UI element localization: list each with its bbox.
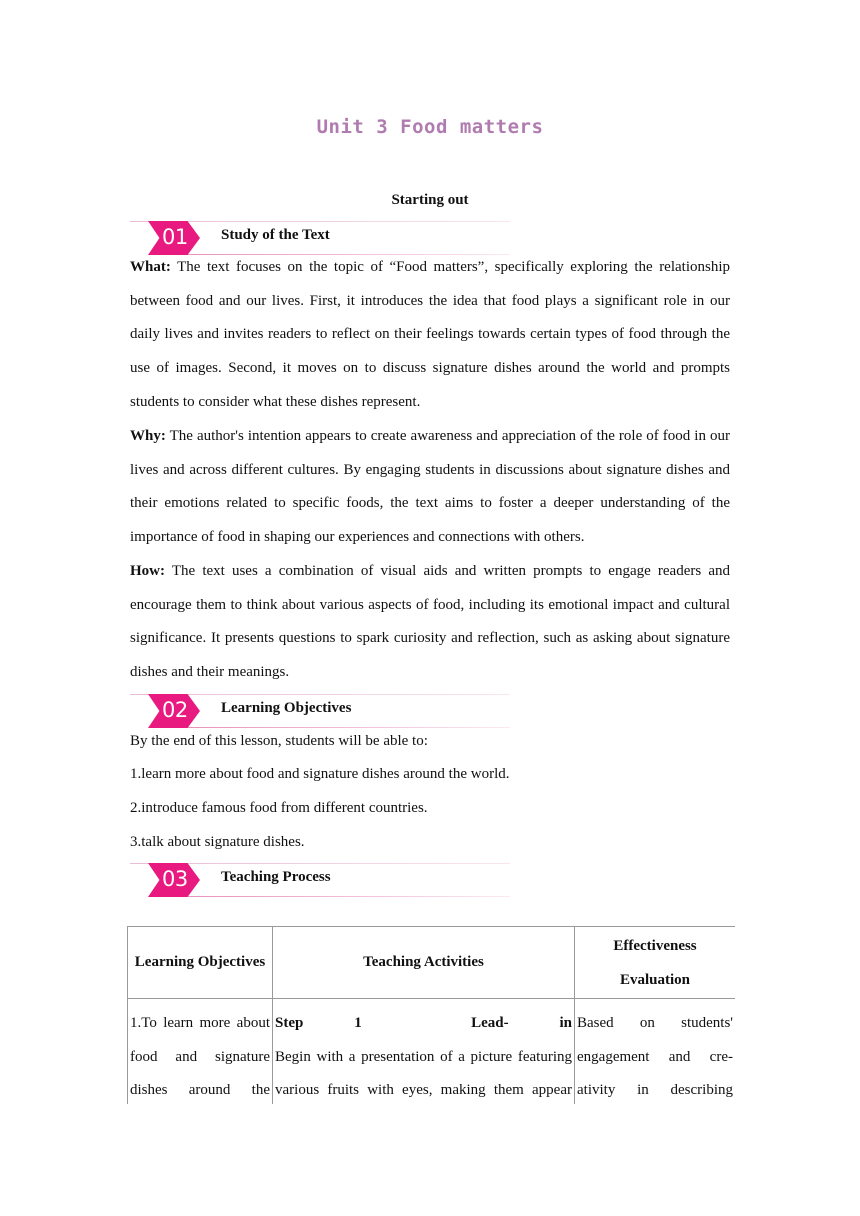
divider-line (160, 727, 510, 728)
teaching-process-table-wrapper (127, 926, 735, 1104)
how-text: The text uses a combination of visual aids and written prompts to engage readers and encourage them to think about various aspects of food, including its emotional impact and cultural significance. It presents questions to spark curiosity and reflection, such as asking about signature dishes and their meanings. (130, 563, 730, 681)
step-heading: Step 1 Lead- in (275, 1015, 572, 1031)
objectives-intro: By the end of this lesson, students will be able to: (130, 733, 428, 749)
evaluation-cell (575, 999, 736, 1105)
section-number: 02 (162, 698, 188, 722)
what-text: The text focuses on the topic of “Food matters”, specifically exploring the relationship between food and our lives. First, it introduces the idea that food plays a significant role in our daily lives and invites readers to reflect on their feelings towards certain types of food through the use of images. Second, it moves on to discuss signature dishes around the world and prompts students to consider what these dishes represent. (130, 259, 731, 410)
page-title: Unit 3 Food matters (316, 116, 544, 138)
section-number: 01 (162, 225, 188, 249)
table-row (128, 999, 736, 1105)
evaluation-text: Based on students' engagement and cre- ativity in describing (577, 1015, 733, 1099)
section-label: Learning Objectives (221, 700, 352, 716)
activity-block (273, 999, 574, 1104)
objective-cell (128, 999, 273, 1105)
what-paragraph (130, 251, 730, 420)
teaching-process-table (127, 926, 735, 1104)
header-learning-objectives: Learning Objectives (128, 927, 273, 999)
why-label: Why: (130, 428, 166, 444)
what-label: What: (130, 259, 171, 275)
objective-item: 2.introduce famous food from different countries. (130, 800, 428, 816)
activity-text: Begin with a presentation of a picture featuring various fruits with eyes, making them appear (275, 1048, 572, 1099)
section-header-process (130, 861, 510, 899)
why-paragraph (130, 420, 730, 555)
objective-item: 3.talk about signature dishes. (130, 834, 305, 850)
objective-text: 1.To learn more about food and signature dishes around the (130, 1015, 270, 1099)
section-header-objectives (130, 692, 510, 730)
divider-line (160, 896, 510, 897)
objective-item: 1.learn more about food and signature dishes around the world. (130, 766, 510, 782)
section-number: 03 (162, 867, 188, 891)
why-text: The author's intention appears to create awareness and appreciation of the role of food in our lives and across different cultures. By engaging students in discussions about signature dishes and their emotions related to specific foods, the text aims to foster a deeper understanding of the importance of food in shaping our experiences and connections with others. (130, 428, 730, 546)
how-label: How: (130, 563, 165, 579)
section-label: Study of the Text (221, 227, 330, 243)
how-paragraph (130, 555, 730, 690)
header-effectiveness-evaluation (575, 927, 736, 999)
header-effectiveness: Effectiveness (613, 937, 697, 954)
section-label: Teaching Process (221, 869, 331, 885)
activity-cell (273, 999, 575, 1105)
lesson-subtitle: Starting out (391, 192, 469, 208)
header-teaching-activities: Teaching Activities (273, 927, 575, 999)
table-header-row (128, 927, 736, 999)
header-evaluation: Evaluation (619, 971, 691, 988)
